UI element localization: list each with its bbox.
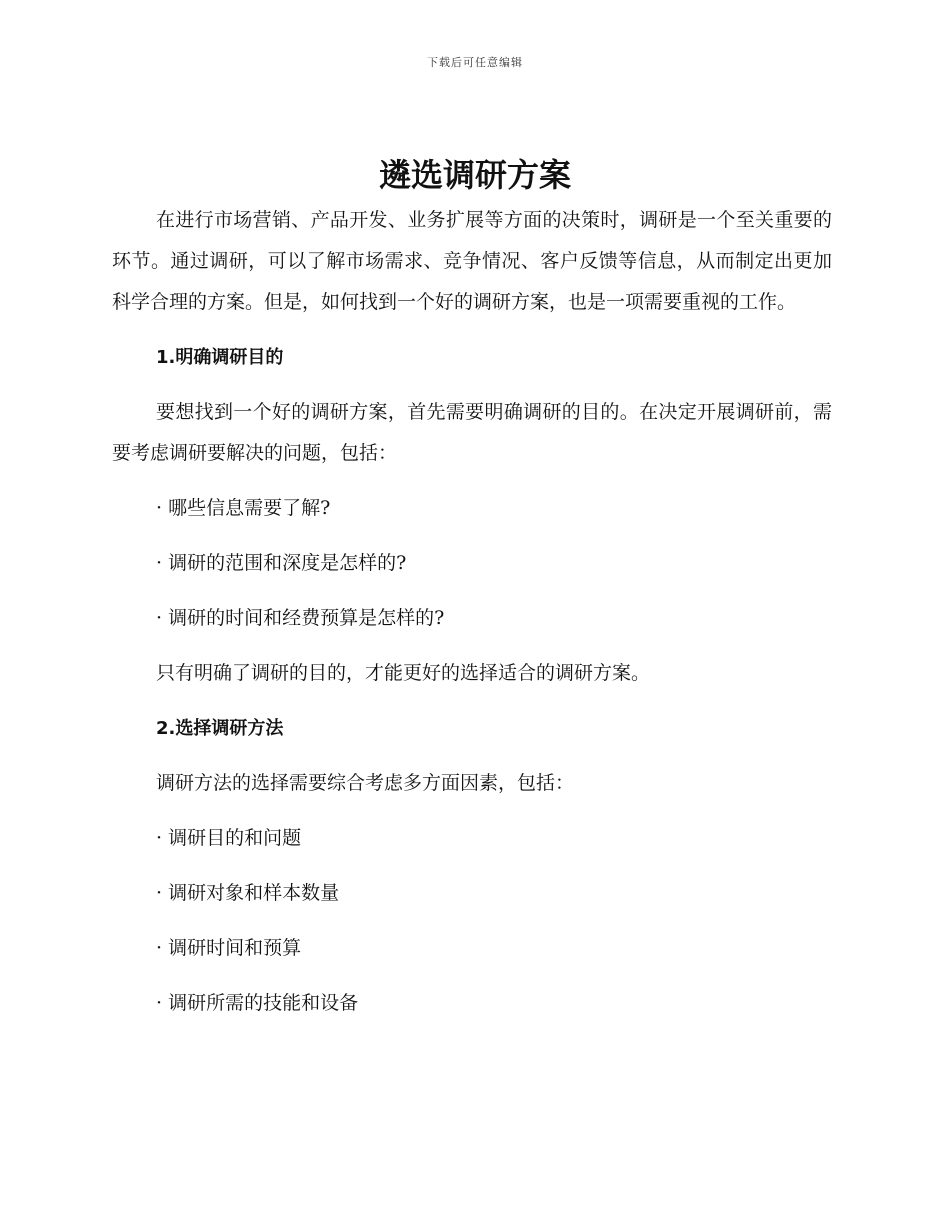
section1-closing: 只有明确了调研的目的，才能更好的选择适合的调研方案。 — [156, 662, 651, 684]
section1-bullet: · 调研的时间和经费预算是怎样的? — [156, 607, 445, 629]
section1-paragraph: 要想找到一个好的调研方案，首先需要明确调研的目的。在决定开展调研前，需要考虑调研要解决的问题，包括： — [112, 401, 832, 464]
document-body — [112, 200, 832, 1024]
section1-bullet: · 哪些信息需要了解? — [156, 497, 331, 519]
document-title: 遴选调研方案 — [378, 156, 571, 194]
section2-bullet: · 调研目的和问题 — [156, 827, 302, 849]
header-note: 下载后可任意编辑 — [427, 56, 523, 69]
section2-bullet: · 调研对象和样本数量 — [156, 882, 340, 904]
intro-paragraph: 在进行市场营销、产品开发、业务扩展等方面的决策时，调研是一个至关重要的环节。通过调研，可以了解市场需求、竞争情况、客户反馈等信息，从而制定出更加科学合理的方案。但是，如何找到一个好的调研方案，也是一项需要重视的工作。 — [112, 209, 832, 313]
section1-bullet: · 调研的范围和深度是怎样的? — [156, 552, 407, 574]
section2-heading: 2.选择调研方法 — [156, 718, 284, 739]
section2-paragraph: 调研方法的选择需要综合考虑多方面因素，包括： — [156, 772, 575, 794]
section2-bullet: · 调研时间和预算 — [156, 937, 302, 959]
section2-bullet: · 调研所需的技能和设备 — [156, 992, 359, 1014]
section1-heading: 1.明确调研目的 — [156, 347, 284, 368]
